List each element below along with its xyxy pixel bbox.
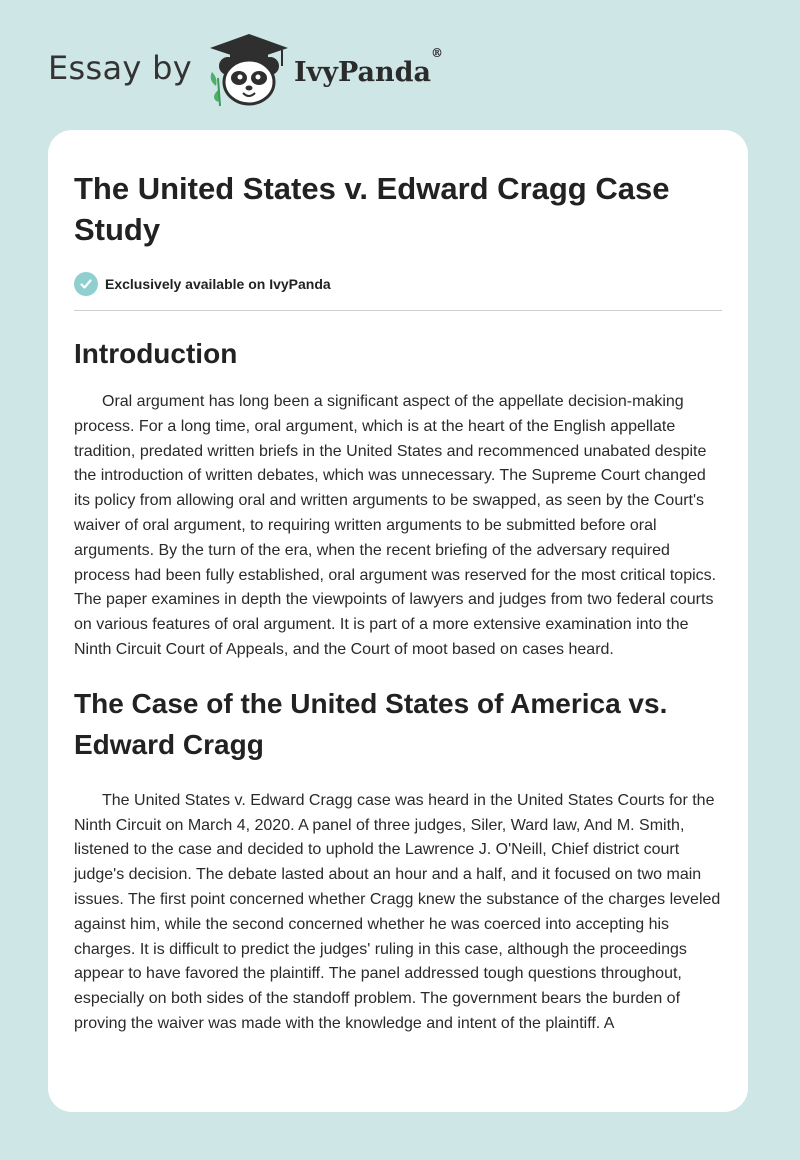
exclusive-badge <box>74 272 722 296</box>
essay-by-label: Essay by <box>48 49 192 87</box>
section-heading-introduction: Introduction <box>74 338 238 369</box>
section-paragraph-case: The United States v. Edward Cragg case was heard in the United States Courts for the Ninth Circuit on March 4, 2020. A panel of three judges, Siler, Ward law, And M. Smith, listened to the case and decided to uphold the Lawrence J. O'Neill, Chief district court judge's decision. The debate lasted about an hour and a half, and it focused on two main issues. The first point concerned whether Cragg knew the substance of the charges leveled against him, while the second concerned whether he was coerced into accepting his charges. It is difficult to predict the judges' ruling in this case, although the proceedings appear to have favored the plaintiff. The panel addressed tough questions throughout, especially on both sides of the standoff problem. The government bears the burden of proving the waiver was made with the knowledge and intent of the plaintiff. A <box>74 791 721 1032</box>
registered-mark: ® <box>431 45 444 60</box>
checkmark-icon <box>74 272 98 296</box>
title-divider <box>74 310 722 311</box>
panda-logo-icon[interactable] <box>204 28 294 108</box>
article-title: The United States v. Edward Cragg Case Study <box>74 171 670 247</box>
site-header <box>48 28 508 108</box>
article-card <box>48 130 748 1112</box>
section-paragraph-introduction: Oral argument has long been a significant aspect of the appellate decision-making process. For a long time, oral argument, which is at the heart of the English appellate tradition, predated written briefs in the United States and recommenced unabated despite the introduction of written debates, which was unnecessary. The Supreme Court changed its policy from allowing oral and written arguments to be swapped, as seen by the Court's waiver of oral argument, to requiring written arguments to be submitted before oral arguments. By the turn of the era, when the recent briefing of the adversary required process had been fully established, oral argument was reserved for the most critical topics. The paper examines in depth the viewpoints of lawyers and judges from two federal courts on various features of oral argument. It is part of a more extensive examination into the Ninth Circuit Court of Appeals, and the Court of moot based on cases heard. <box>74 393 717 658</box>
section-heading-case: The Case of the United States of America vs. Edward Cragg <box>74 687 668 760</box>
brand-text: IvyPanda <box>293 56 432 88</box>
exclusive-badge-label: Exclusively available on IvyPanda <box>105 276 331 292</box>
brand-name[interactable] <box>293 45 444 88</box>
